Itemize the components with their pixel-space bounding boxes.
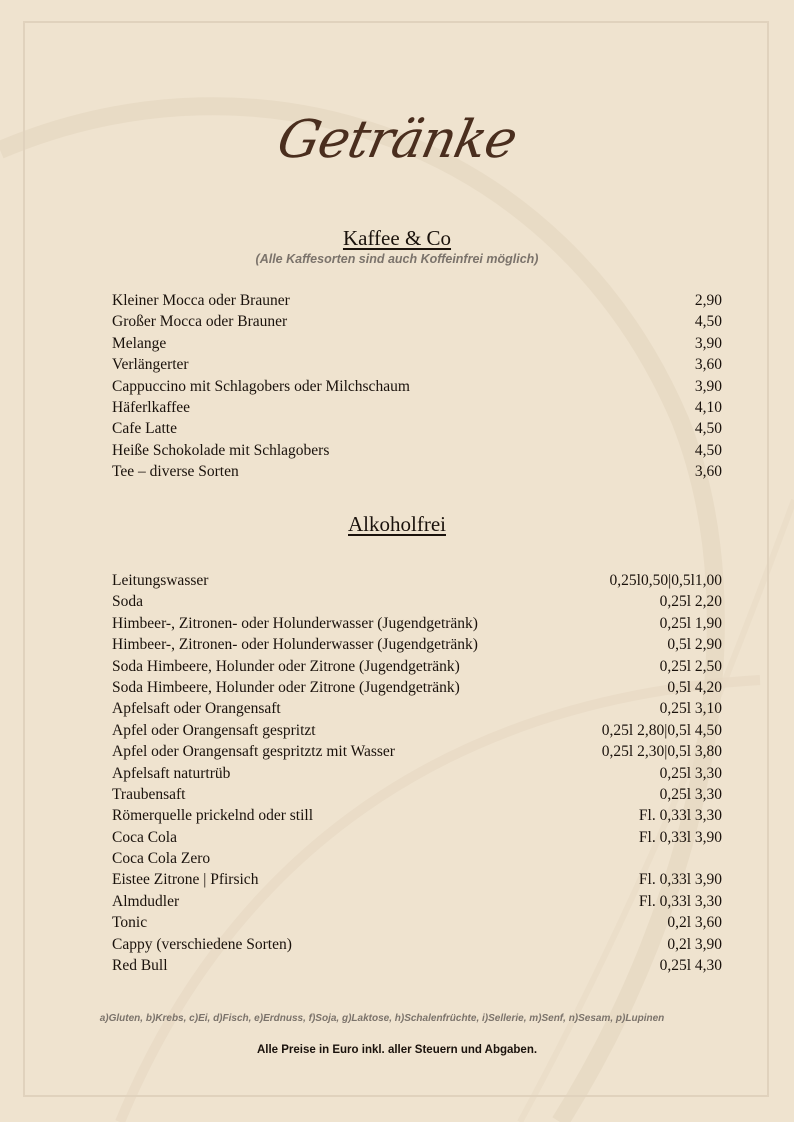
menu-item: [112, 311, 722, 332]
menu-item-name: Himbeer-, Zitronen- oder Holunderwasser (Jugendgetränk): [112, 636, 478, 654]
menu-item-name: Kleiner Mocca oder Brauner: [112, 292, 290, 309]
menu-item-name: Coca Cola: [112, 828, 177, 846]
kaffee-heading: Kaffee & Co: [342, 226, 452, 250]
menu-item: [112, 570, 722, 591]
menu-item-name: Tee – diverse Sorten: [112, 463, 239, 481]
menu-item-price: 0,25l 3,30: [659, 785, 722, 803]
menu-item: [112, 354, 722, 375]
menu-item-name: Almdudler: [112, 892, 180, 910]
menu-item-price: Fl. 0,33l 3,90: [638, 871, 722, 889]
menu-item-price: 0,25l 3,30: [659, 764, 722, 782]
menu-item-price: 4,50: [694, 313, 722, 331]
menu-item-price: 0,25l 1,90: [659, 614, 722, 632]
menu-item-price: 0,5l 4,20: [667, 678, 722, 696]
menu-item: [112, 934, 722, 955]
menu-item-price: 4,50: [694, 420, 722, 438]
menu-item-price: 3,60: [694, 356, 722, 374]
menu-item: [112, 891, 722, 912]
menu-item-price: Fl. 0,33l 3,30: [638, 892, 722, 910]
menu-item-price: 0,2l 3,90: [667, 935, 722, 953]
menu-item: [112, 677, 722, 698]
menu-item-name: Tonic: [112, 914, 148, 932]
page-title: Getränke: [272, 110, 522, 170]
menu-item: [112, 698, 722, 719]
kaffee-note: (Alle Kaffesorten sind auch Koffeinfrei möglich): [255, 252, 539, 266]
menu-item-price: Fl. 0,33l 3,30: [638, 807, 722, 825]
menu-item-name: Großer Mocca oder Brauner: [112, 313, 288, 331]
menu-item-name: Soda Himbeere, Holunder oder Zitrone (Jugendgetränk): [112, 657, 460, 675]
price-footer: Alle Preise in Euro inkl. aller Steuern und Abgaben.: [256, 1044, 538, 1056]
menu-item-price: 0,25l 2,80|0,5l 4,50: [601, 721, 722, 739]
kaffee-list: [112, 290, 722, 483]
menu-item: [112, 827, 722, 848]
menu-item: [112, 634, 722, 655]
menu-item: [112, 912, 722, 933]
menu-item: [112, 591, 722, 612]
menu-item-price: 0,25l 2,50: [659, 657, 722, 675]
menu-item-name: Soda Himbeere, Holunder oder Zitrone (Jugendgetränk): [112, 678, 460, 696]
menu-item-name: Häferlkaffee: [112, 398, 191, 416]
menu-item-name: Cafe Latte: [112, 420, 177, 438]
menu-item-name: Soda: [112, 593, 143, 611]
menu-item: [112, 805, 722, 826]
menu-item: [112, 869, 722, 890]
menu-item-name: Heiße Schokolade mit Schlagobers: [112, 441, 330, 459]
menu-item-name: Eistee Zitrone | Pfirsich: [112, 871, 259, 889]
menu-item: [112, 333, 722, 354]
menu-item-name: Traubensaft: [112, 785, 186, 803]
menu-item-name: Leitungswasser: [112, 572, 209, 589]
menu-item: [112, 720, 722, 741]
menu-item: [112, 376, 722, 397]
menu-item-name: Himbeer-, Zitronen- oder Holunderwasser (Jugendgetränk): [112, 614, 478, 632]
menu-item-name: Red Bull: [112, 957, 168, 975]
menu-item-name: Cappuccino mit Schlagobers oder Milchschaum: [112, 377, 410, 395]
alkoholfrei-list: [112, 570, 722, 976]
menu-item: [112, 955, 722, 976]
menu-item-name: Melange: [112, 334, 167, 352]
menu-item-name: Coca Cola Zero: [112, 850, 211, 868]
menu-item-price: Fl. 0,33l 3,90: [638, 828, 722, 846]
menu-item-price: 0,25l 2,20: [659, 593, 722, 611]
menu-item-price: 2,90: [694, 292, 722, 309]
menu-item: [112, 418, 722, 439]
menu-item: [112, 290, 722, 311]
menu-item: [112, 656, 722, 677]
menu-item-name: Römerquelle prickelnd oder still: [112, 807, 314, 825]
menu-item: [112, 613, 722, 634]
menu-item-name: Apfelsaft oder Orangensaft: [112, 700, 281, 718]
menu-item-price: 4,50: [694, 441, 722, 459]
menu-item: [112, 440, 722, 461]
menu-item-price: 0,25l 2,30|0,5l 3,80: [601, 743, 722, 761]
menu-item-price: 0,25l 4,30: [659, 957, 722, 975]
menu-item-price: 3,90: [694, 334, 722, 352]
menu-item: [112, 848, 722, 869]
menu-item-name: Apfelsaft naturtrüb: [112, 764, 231, 782]
menu-item: [112, 461, 722, 482]
menu-item-name: Verlängerter: [112, 356, 189, 374]
alkoholfrei-heading: Alkoholfrei: [348, 512, 446, 536]
menu-item-price: 0,25l 3,10: [659, 700, 722, 718]
menu-item-name: Cappy (verschiedene Sorten): [112, 935, 292, 953]
menu-item-price: 3,60: [694, 463, 722, 481]
menu-item-price: 4,10: [694, 398, 722, 416]
menu-item-price: 0,2l 3,60: [667, 914, 722, 932]
menu-item-price: 3,90: [694, 377, 722, 395]
menu-item: [112, 763, 722, 784]
menu-item-name: Apfel oder Orangensaft gespritzt: [112, 721, 316, 739]
menu-item-price: 0,5l 2,90: [667, 636, 722, 654]
menu-item: [112, 784, 722, 805]
menu-item-name: Apfel oder Orangensaft gespritztz mit Wasser: [112, 743, 395, 761]
menu-item: [112, 741, 722, 762]
menu-item-price: 0,25l0,50|0,5l1,00: [609, 572, 722, 589]
menu-item: [112, 397, 722, 418]
allergen-legend: a)Gluten, b)Krebs, c)Ei, d)Fisch, e)Erdnuss, f)Soja, g)Laktose, h)Schalenfrüchte, i)Sellerie, m)Senf, n)Sesam, p)Lupinen: [99, 1013, 665, 1024]
